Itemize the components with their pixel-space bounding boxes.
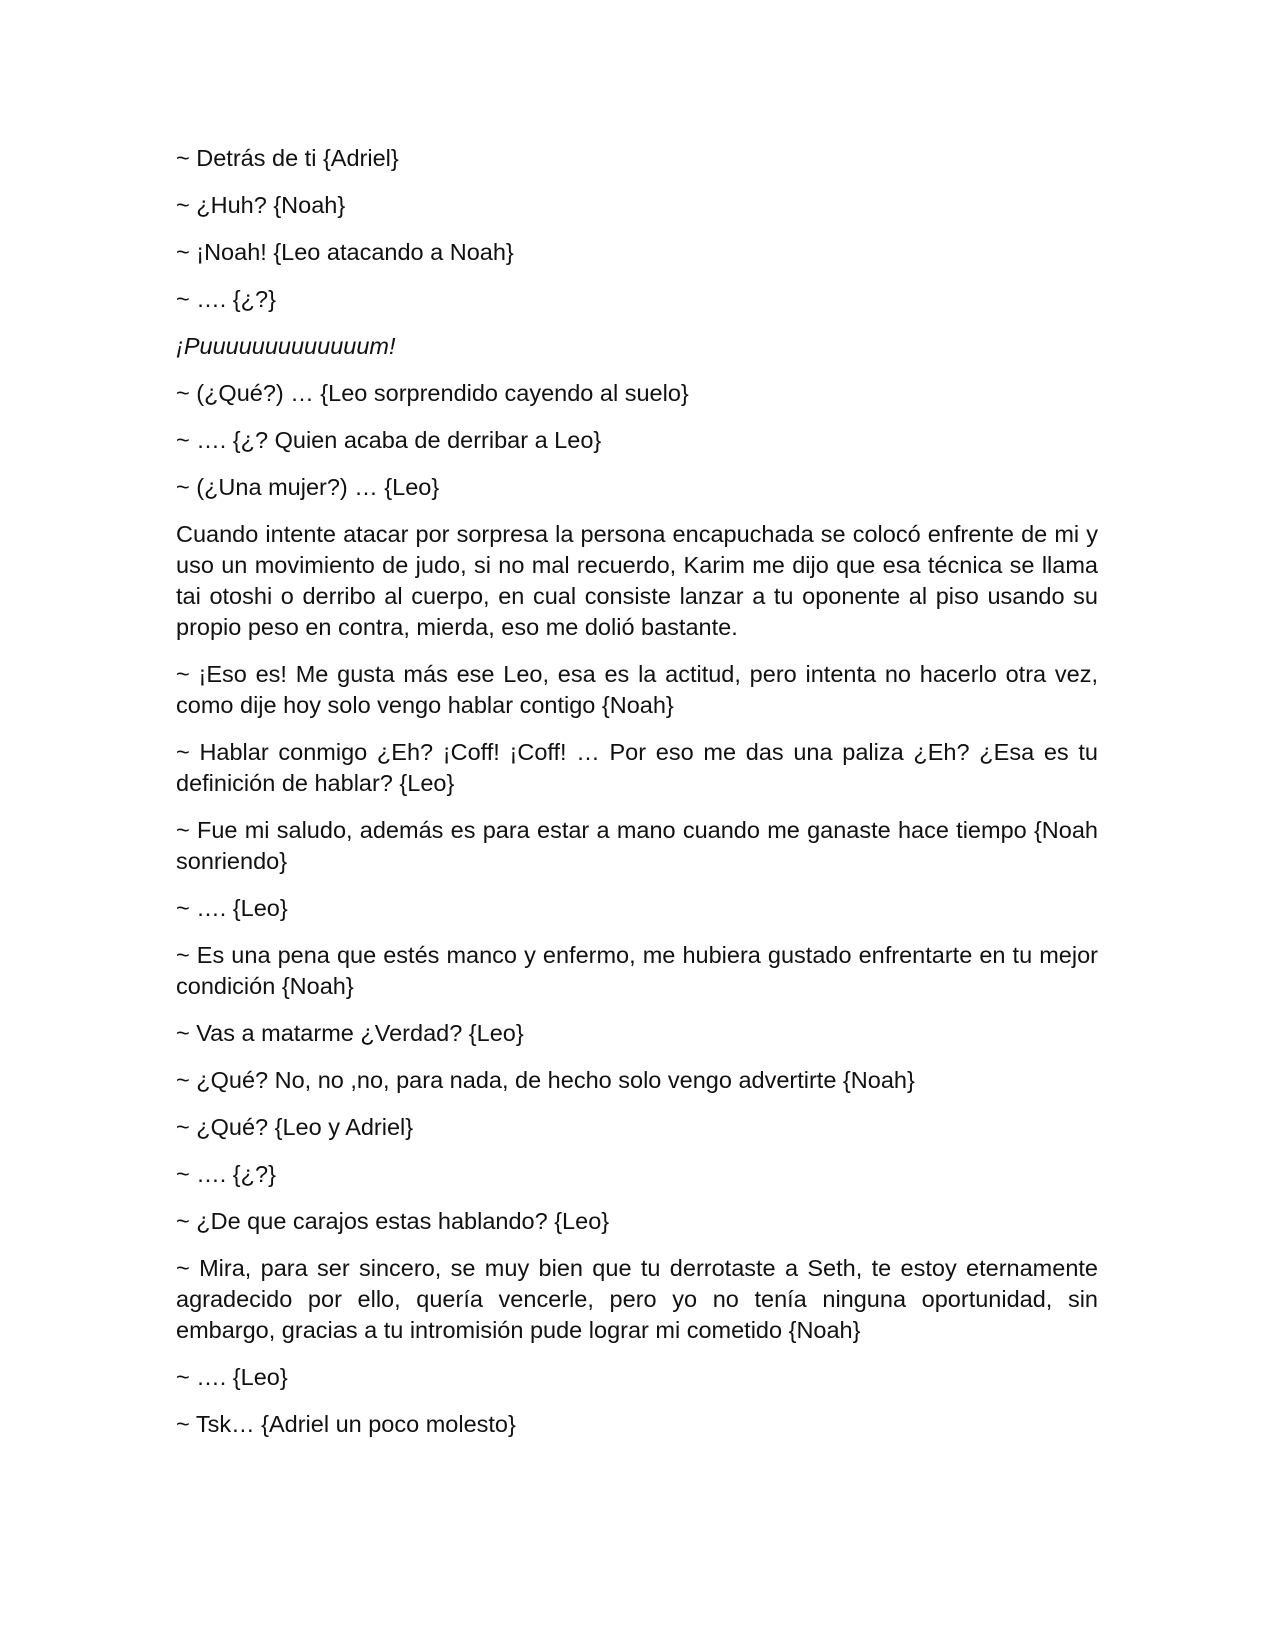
sound-effect-line: ¡Puuuuuuuuuuuuum!: [176, 333, 396, 359]
dialogue-line: ~ ¿De que carajos estas hablando? {Leo}: [176, 1208, 610, 1234]
dialogue-line: ~ Vas a matarme ¿Verdad? {Leo}: [176, 1020, 524, 1046]
dialogue-line: ~ …. {¿?}: [176, 286, 276, 312]
dialogue-line: ~ Hablar conmigo ¿Eh? ¡Coff! ¡Coff! … Por eso me das una paliza ¿Eh? ¿Esa es tu definición de hablar? {Leo}: [176, 739, 1098, 796]
dialogue-line: ~ …. {¿?}: [176, 1161, 276, 1187]
dialogue-line: ~ Mira, para ser sincero, se muy bien que tu derrotaste a Seth, te estoy eternamente agradecido por ello, quería vencerle, pero yo no tenía ninguna oportunidad, sin embargo, gracias a tu intromisión pude lograr mi cometido {Noah}: [176, 1255, 1098, 1343]
dialogue-line: ~ …. {Leo}: [176, 895, 288, 921]
dialogue-line: ~ ¿Huh? {Noah}: [176, 192, 346, 218]
dialogue-line: ~ (¿Qué?) … {Leo sorprendido cayendo al suelo}: [176, 380, 689, 406]
narration-paragraph: Cuando intente atacar por sorpresa la persona encapuchada se colocó enfrente de mi y uso un movimiento de judo, si no mal recuerdo, Karim me dijo que esa técnica se llama tai otoshi o derribo al cuerpo, en cual consiste lanzar a tu oponente al piso usando su propio peso en contra, mierda, eso me dolió bastante.: [176, 521, 1098, 640]
dialogue-line: ~ …. {¿? Quien acaba de derribar a Leo}: [176, 427, 602, 453]
dialogue-line: ~ Es una pena que estés manco y enfermo, me hubiera gustado enfrentarte en tu mejor condición {Noah}: [176, 942, 1098, 999]
dialogue-line: ~ ¿Qué? No, no ,no, para nada, de hecho solo vengo advertirte {Noah}: [176, 1067, 915, 1093]
dialogue-line: ~ (¿Una mujer?) … {Leo}: [176, 474, 440, 500]
dialogue-line: ~ …. {Leo}: [176, 1364, 288, 1390]
document-body: [176, 143, 1098, 1456]
dialogue-line: ~ Tsk… {Adriel un poco molesto}: [176, 1411, 516, 1437]
dialogue-line: ~ ¡Noah! {Leo atacando a Noah}: [176, 239, 514, 265]
dialogue-line: ~ ¡Eso es! Me gusta más ese Leo, esa es la actitud, pero intenta no hacerlo otra vez, como dije hoy solo vengo hablar contigo {Noah}: [176, 661, 1098, 718]
dialogue-line: ~ Fue mi saludo, además es para estar a mano cuando me ganaste hace tiempo {Noah sonriendo}: [176, 817, 1098, 874]
dialogue-line: ~ Detrás de ti {Adriel}: [176, 145, 399, 171]
dialogue-line: ~ ¿Qué? {Leo y Adriel}: [176, 1114, 414, 1140]
